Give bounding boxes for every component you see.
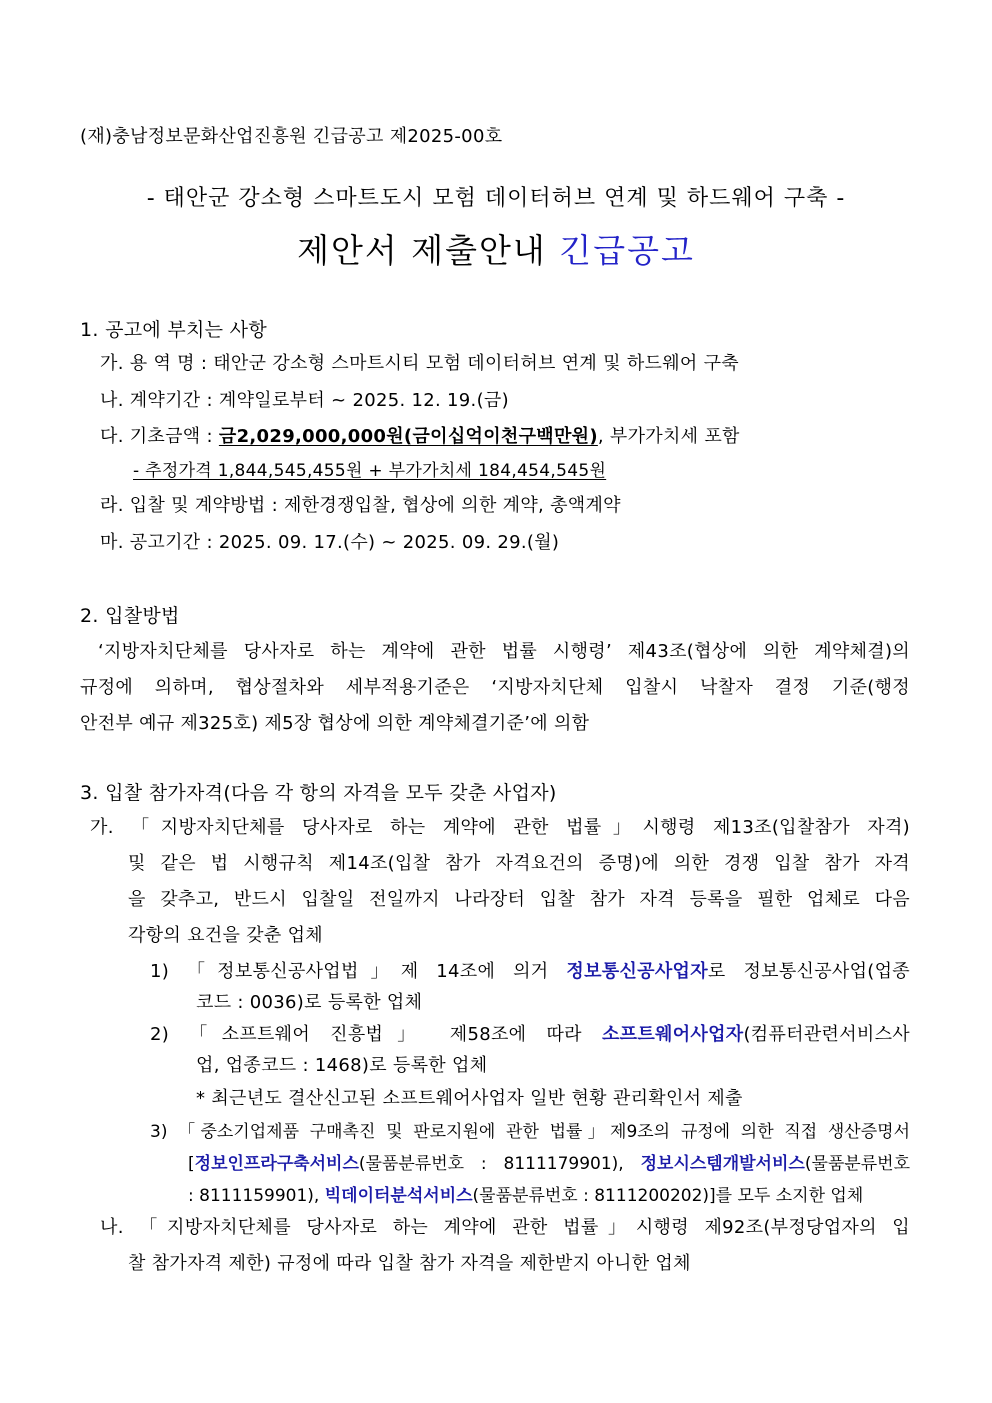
s2-paragraph-line-2: 규정에 의하며, 협상절차와 세부적용기준은 ‘지방자치단체 입찰시 낙찰자 결정 기준(행정: [80, 677, 910, 698]
estimated-price-detail: - 추정가격 1,844,545,455원 + 부가가치세 184,454,545원: [133, 461, 607, 481]
notice-number: (재)충남정보문화산업진흥원 긴급공고 제2025-00호: [80, 126, 503, 147]
s1-item-na: 나. 계약기간 : 계약일로부터 ~ 2025. 12. 19.(금): [100, 390, 509, 411]
document-title: [0, 229, 992, 273]
item-1-highlight: 정보통신공사업자: [566, 961, 708, 982]
s3-item-3-line-3: [188, 1184, 863, 1208]
s1-item-da: [100, 425, 740, 449]
item-3-highlight-1: 정보인프라구축서비스: [194, 1154, 359, 1174]
s1-item-ga: 가. 용 역 명 : 태안군 강소형 스마트시티 모험 데이터허브 연계 및 하드웨어 구축: [100, 353, 739, 374]
s2-paragraph-line-1: ‘지방자치단체를 당사자로 하는 계약에 관한 법률 시행령’ 제43조(협상에 의한 계약체결)의: [98, 641, 910, 662]
bracket-open: [: [188, 1154, 195, 1174]
s3-ga-line-3: 을 갖추고, 반드시 입찰일 전일까지 나라장터 입찰 참가 자격 등록을 필한 업체로 다음: [128, 889, 910, 910]
title-main: 제안서 제출안내: [297, 231, 547, 270]
item-3-text-3: : 8111159901),: [188, 1186, 325, 1206]
s3-ga-line-1: 가. 「지방자치단체를 당사자로 하는 계약에 관한 법률」시행령 제13조(입찰참가 자격): [90, 817, 910, 838]
s3-item-3-line-1: 3) 「중소기업제품 구매촉진 및 판로지원에 관한 법률」제9조의 규정에 의한 직접 생산증명서: [150, 1122, 910, 1142]
s1-item-ra: 라. 입찰 및 계약방법 : 제한경쟁입찰, 협상에 의한 계약, 총액계약: [100, 495, 621, 516]
item-3-highlight-2: 정보시스템개발서비스: [640, 1154, 805, 1174]
title-highlight: 긴급공고: [559, 231, 695, 270]
s3-item-1-line-2: 코드 : 0036)로 등록한 업체: [196, 992, 423, 1013]
item-3-text-1: (물품분류번호 : 8111179901),: [358, 1154, 641, 1174]
item-3-text-2: (물품분류번호: [804, 1154, 910, 1174]
item-1-text: 1) 「정보통신공사업법」제 14조에 의거: [150, 961, 567, 982]
s3-ga-line-2: 및 같은 법 시행규칙 제14조(입찰 참가 자격요건의 증명)에 의한 경쟁 입찰 참가 자격: [128, 853, 910, 874]
item-1-text-end: 로 정보통신공사업(업종: [707, 961, 910, 982]
s2-paragraph-line-3: 안전부 예규 제325호) 제5장 협상에 의한 계약체결기준’에 의함: [80, 713, 590, 734]
s3-item-3-line-2: [188, 1152, 910, 1176]
s3-item-2-note: * 최근년도 결산신고된 소프트웨어사업자 일반 현황 관리확인서 제출: [196, 1088, 743, 1109]
item-2-highlight: 소프트웨어사업자: [601, 1024, 744, 1045]
item-3-text-4: (물품분류번호 : 8111200202)]를 모두 소지한 업체: [472, 1186, 864, 1206]
base-price-amount: 금2,029,000,000원(금이십억이천구백만원): [218, 426, 598, 447]
item-3-highlight-3: 빅데이터분석서비스: [324, 1186, 473, 1206]
s3-na-line-2: 찰 참가자격 제한) 규정에 따라 입찰 참가 자격을 제한받지 아니한 업체: [128, 1253, 691, 1274]
base-price-label: 다. 기초금액 :: [100, 426, 219, 447]
s1-item-ma: 마. 공고기간 : 2025. 09. 17.(수) ~ 2025. 09. 29.(월): [100, 532, 560, 553]
s3-item-2-line-1: [150, 1023, 910, 1047]
section-2-heading: 2. 입찰방법: [80, 605, 180, 627]
section-1-heading: 1. 공고에 부치는 사항: [80, 319, 267, 341]
s3-ga-line-4: 각항의 요건을 갖춘 업체: [128, 925, 323, 946]
item-2-text: 2) 「소프트웨어 진흥법」 제58조에 따라: [150, 1024, 602, 1045]
s3-item-1-line-1: [150, 960, 910, 984]
item-2-text-end: (컴퓨터관련서비스사: [743, 1024, 910, 1045]
section-3-heading: 3. 입찰 참가자격(다음 각 항의 자격을 모두 갖춘 사업자): [80, 782, 557, 804]
base-price-note: , 부가가치세 포함: [597, 426, 740, 447]
document-subtitle: - 태안군 강소형 스마트도시 모험 데이터허브 연계 및 하드웨어 구축 -: [146, 186, 846, 211]
s3-item-2-line-2: 업, 업종코드 : 1468)로 등록한 업체: [196, 1055, 488, 1076]
s3-na-line-1: 나. 「지방자치단체를 당사자로 하는 계약에 관한 법률」시행령 제92조(부정당업자의 입: [100, 1217, 910, 1238]
